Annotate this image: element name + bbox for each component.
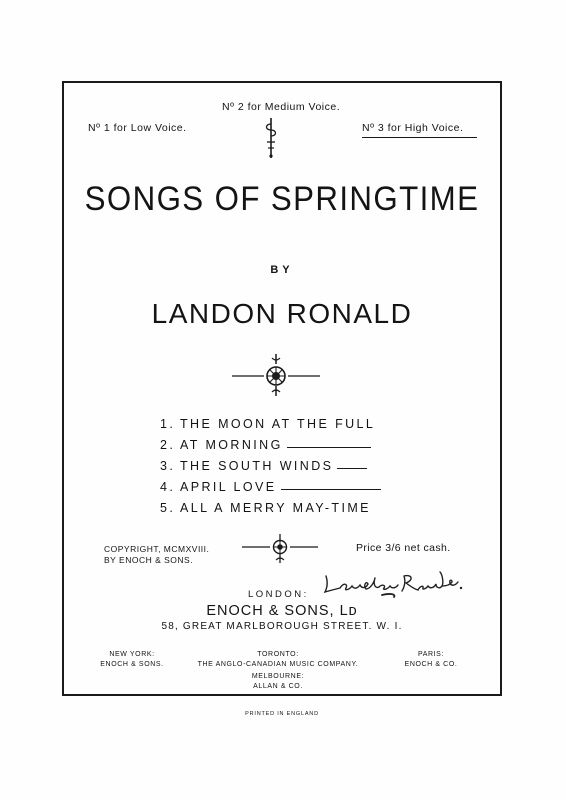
- agent-toronto: [178, 650, 378, 670]
- flourish-ornament-icon: [262, 116, 280, 160]
- publisher-city: LONDON:: [248, 589, 309, 600]
- song-title: ALL A MERRY MAY-TIME: [180, 501, 371, 515]
- publisher-address: 58, GREAT MARLBOROUGH STREET. W. I.: [161, 621, 403, 632]
- song-item: [160, 494, 381, 515]
- rosette-ornament-icon: [228, 352, 324, 398]
- song-item: [160, 452, 381, 473]
- copyright-line: COPYRIGHT, MCMXVIII.: [104, 544, 210, 554]
- copyright-line: BY ENOCH & SONS.: [104, 555, 194, 565]
- song-list: [160, 410, 381, 515]
- agent-city: PARIS:: [417, 651, 445, 658]
- handwritten-signature: [322, 568, 464, 602]
- song-number: 2.: [160, 438, 176, 452]
- song-title: THE SOUTH WINDS: [180, 459, 334, 473]
- song-number: 4.: [160, 480, 176, 494]
- agent-city: MELBOURNE:: [251, 673, 305, 680]
- song-title: APRIL LOVE: [180, 480, 277, 494]
- composer-name: LANDON RONALD: [151, 298, 413, 329]
- agent-name: ENOCH & SONS.: [100, 661, 164, 668]
- voice-low: Nº 1 for Low Voice.: [88, 122, 187, 134]
- agent-name: ENOCH & CO.: [404, 661, 458, 668]
- song-number: 1.: [160, 417, 176, 431]
- song-item: [160, 410, 381, 431]
- agent-city: TORONTO:: [257, 651, 299, 658]
- by-label: BY: [270, 264, 294, 276]
- voice-high: Nº 3 for High Voice.: [362, 122, 464, 134]
- publisher-name: ENOCH & SONS, Lᴅ: [206, 603, 358, 619]
- song-title: AT MORNING: [180, 438, 283, 452]
- song-item: [160, 473, 381, 494]
- agent-city: NEW YORK:: [109, 651, 155, 658]
- song-item: [160, 431, 381, 452]
- voice-medium: Nº 2 for Medium Voice.: [222, 101, 341, 113]
- agent-name: THE ANGLO-CANADIAN MUSIC COMPANY.: [197, 661, 359, 668]
- copyright-notice: [104, 544, 209, 566]
- leader-rule: [287, 447, 371, 448]
- printed-in-england: PRINTED IN ENGLAND: [245, 711, 319, 717]
- small-rosette-ornament-icon: [240, 533, 320, 565]
- song-title: THE MOON AT THE FULL: [180, 417, 376, 431]
- leader-rule: [337, 468, 367, 469]
- title: SONGS OF SPRINGTIME: [84, 180, 480, 218]
- agent-new-york: [92, 650, 172, 670]
- song-number: 5.: [160, 501, 176, 515]
- agent-paris: [388, 650, 474, 670]
- leader-rule: [281, 489, 381, 490]
- voice-high-underline: [362, 137, 477, 138]
- song-number: 3.: [160, 459, 176, 473]
- agent-name: ALLAN & CO.: [253, 683, 303, 690]
- agent-melbourne: [228, 672, 328, 692]
- price: Price 3/6 net cash.: [356, 542, 451, 554]
